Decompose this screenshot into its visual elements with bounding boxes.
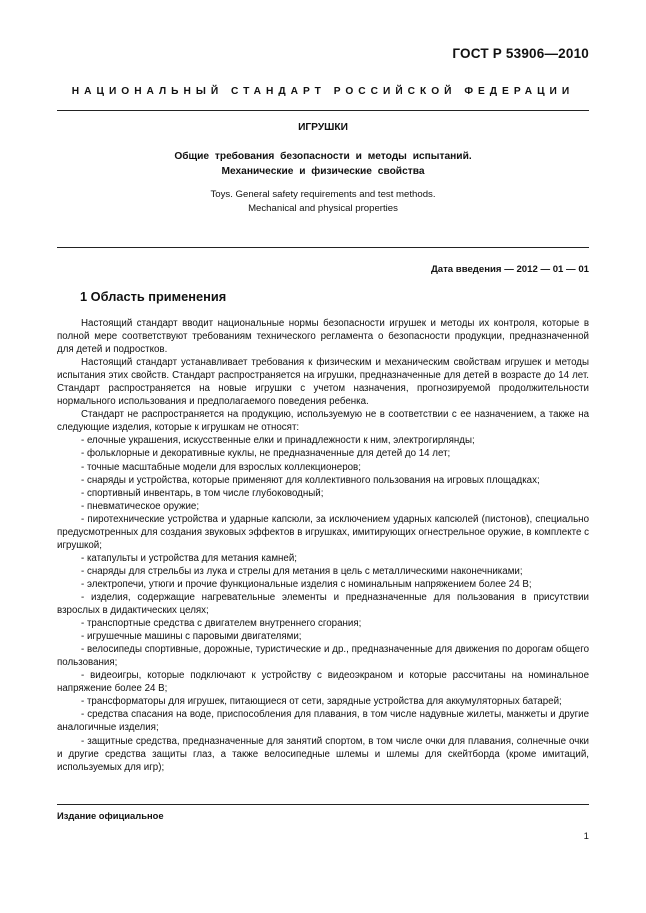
paragraph: Настоящий стандарт вводит национальные нормы безопасности игрушек и методы их контроля, которые в полной мере соответствуют требованиям технического регламента о безопасности продукции, предназначенной для детей и подростков. xyxy=(57,318,589,356)
list-item: - пиротехнические устройства и ударные капсюли, за исключением ударных капсюлей (пистонов), специально предусмотренных для создания звуковых эффектов в игрушках, имитирующих огнестрельное оружие, в комплекте с игрушкой; xyxy=(57,513,589,551)
page-number: 1 xyxy=(583,831,589,842)
list-item: - защитные средства, предназначенные для занятий спортом, в том числе очки для плавания, солнечные очки и другие средства защиты глаз, а также велосипедные шлемы и шлемы для скейтборда (кроме имитаций, используемых для игр); xyxy=(57,735,589,773)
list-item: - средства спасания на воде, приспособления для плавания, в том числе надувные жилеты, манжеты и другие аналогичные изделия; xyxy=(57,709,589,734)
document-title: ИГРУШКИ xyxy=(298,122,348,133)
list-item: - электропечи, утюги и прочие функциональные изделия с номинальным напряжением более 24 В; xyxy=(81,578,532,590)
list-item: - видеоигры, которые подключают к устройству с видеоэкраном и которые рассчитаны на номинальное напряжение более 24 В; xyxy=(57,670,589,695)
footer-divider xyxy=(57,804,589,805)
list-item: - трансформаторы для игрушек, питающиеся от сети, зарядные устройства для аккумуляторных батарей; xyxy=(81,696,562,708)
introduction-date: Дата введения — 2012 — 01 — 01 xyxy=(430,264,589,275)
subtitle-ru xyxy=(57,149,589,179)
top-divider xyxy=(57,110,589,111)
section-body xyxy=(57,317,589,774)
paragraph: Настоящий стандарт устанавливает требования к физическим и механическим свойствам игрушек и методы испытания этих свойств. Стандарт распространяется на игрушки, предназначенные для детей в возрасте до 14 лет. Стандарт распространяется на новые игрушки с учетом назначения, прогнозируемой продолжительности нормального использования и предполагаемого поведения ребенка. xyxy=(57,357,589,408)
section-heading: 1 Область применения xyxy=(80,289,227,304)
subtitle-en-line-2: Mechanical and physical properties xyxy=(248,203,398,214)
list-item: - пневматическое оружие; xyxy=(81,500,200,512)
middle-divider xyxy=(57,247,589,248)
subtitle-ru-line-2: Механические и физические свойства xyxy=(221,166,425,177)
subtitle-ru-line-1: Общие требования безопасности и методы испытаний. xyxy=(174,151,472,162)
standard-name: НАЦИОНАЛЬНЫЙ СТАНДАРТ РОССИЙСКОЙ ФЕДЕРАЦИИ xyxy=(71,86,575,97)
list-item: - снаряды и устройства, которые применяют для коллективного пользования на игровых площадках; xyxy=(81,474,540,486)
list-item: - катапульты и устройства для метания камней; xyxy=(81,552,297,564)
paragraph: Стандарт не распространяется на продукцию, используемую не в соответствии с ее назначением, а также на следующие изделия, которые к игрушкам не относят: xyxy=(57,409,589,434)
subtitle-en-line-1: Toys. General safety requirements and test methods. xyxy=(210,189,436,200)
list-item: - изделия, содержащие нагревательные элементы и предназначенные для пользования в присутствии взрослых в дидактических целях; xyxy=(57,591,589,617)
list-item: - спортивный инвентарь, в том числе глубоководный; xyxy=(81,487,324,499)
document-code: ГОСТ Р 53906—2010 xyxy=(452,46,589,61)
list-item: - транспортные средства с двигателем внутреннего сгорания; xyxy=(81,618,362,630)
subtitle-en xyxy=(57,188,589,216)
official-edition-label: Издание официальное xyxy=(57,810,164,821)
list-item: - елочные украшения, искусственные елки и принадлежности к ним, электрогирлянды; xyxy=(81,435,475,447)
list-item: - игрушечные машины с паровыми двигателями; xyxy=(81,631,302,643)
list-item: - фольклорные и декоративные куклы, не предназначенные для детей до 14 лет; xyxy=(81,448,451,460)
list-item: - снаряды для стрельбы из лука и стрелы для метания в цель с металлическими наконечниками; xyxy=(81,565,523,577)
list-item: - велосипеды спортивные, дорожные, туристические и др., предназначенные для движения по дорогам общего пользования; xyxy=(57,644,589,669)
list-item: - точные масштабные модели для взрослых коллекционеров; xyxy=(81,461,361,473)
